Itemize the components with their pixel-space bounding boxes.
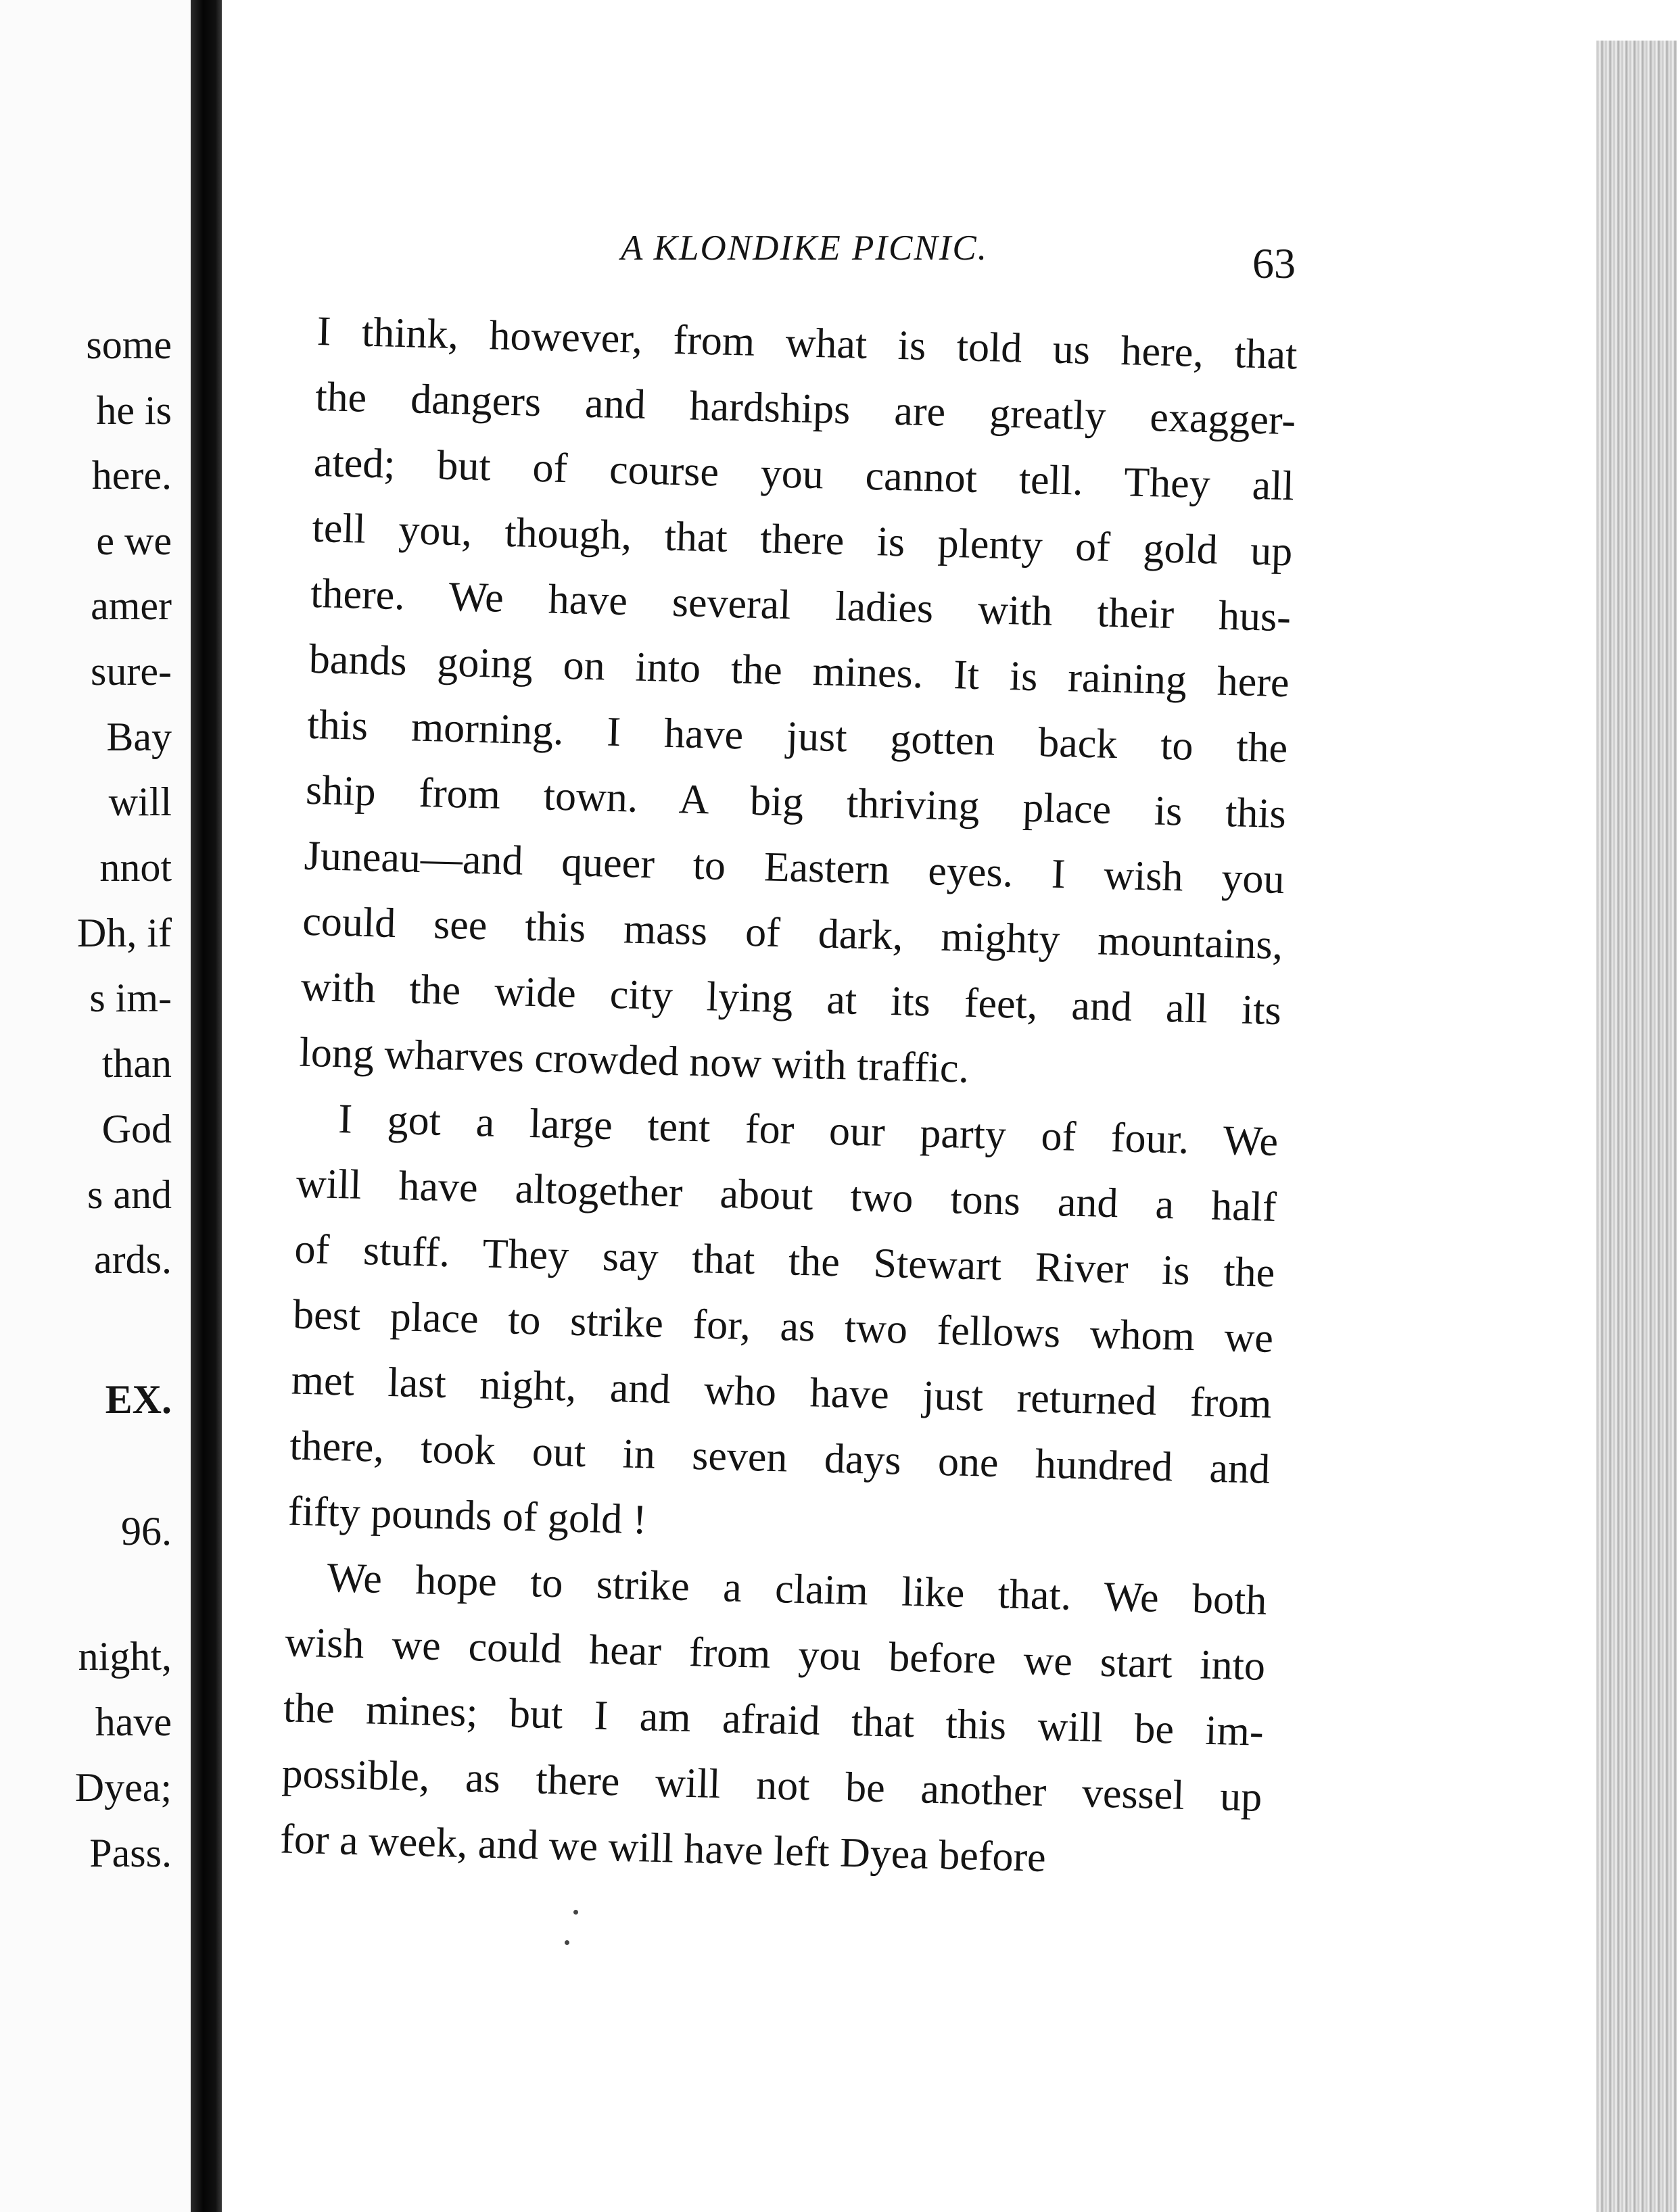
text-line: there, took out in seven days one hundred and (289, 1422, 1271, 1493)
text-line: best place to strike for, as two fellows whom we (292, 1291, 1274, 1362)
text-line: possible, as there will not be another vessel up (281, 1750, 1263, 1821)
left-page-line: than (101, 1041, 172, 1086)
left-page-line: sure- (91, 649, 172, 694)
left-page-line: Pass. (89, 1831, 172, 1875)
left-page-line: e we (96, 519, 172, 563)
text-line: bands going on into the mines. It is raining here (308, 635, 1290, 706)
text-line: could see this mass of dark, mighty mountains, (302, 898, 1283, 969)
left-page-line: God (101, 1107, 172, 1151)
left-page-line: night, (78, 1634, 172, 1679)
left-page-line: EX. (105, 1377, 172, 1422)
text-line: this morning. I have just gotten back to the (306, 701, 1289, 772)
left-page-line: nnot (99, 845, 172, 890)
text-line: for a week, and we will have left Dyea before (279, 1816, 1047, 1881)
text-line: met last night, and who have just returned from (291, 1357, 1273, 1427)
left-page-line: Dh, if (77, 911, 172, 955)
text-line: I think, however, from what is told us here, that (316, 308, 1298, 379)
text-line: Juneau—and queer to Eastern eyes. I wish you (304, 832, 1285, 903)
left-page-fragment (0, 0, 191, 2212)
speck (565, 1940, 569, 1945)
left-page-line: amer (91, 583, 172, 628)
book-gutter (191, 0, 222, 2212)
text-line: tell you, though, that there is plenty of gold up (311, 504, 1294, 575)
left-page-line: ards. (94, 1237, 172, 1282)
text-line: wish we could hear from you before we start into (284, 1619, 1266, 1689)
text-line: the mines; but I am afraid that this will be im- (283, 1685, 1265, 1755)
left-page-line: some (86, 322, 172, 367)
left-page-line: s and (87, 1172, 172, 1217)
text-line: will have altogether about two tons and a half (296, 1160, 1277, 1231)
left-page-line: here. (91, 453, 172, 498)
text-line: ated; but of course you cannot tell. They all (313, 439, 1295, 510)
text-line: We hope to strike a claim like that. We both (326, 1554, 1268, 1624)
left-page-line: Dyea; (74, 1765, 172, 1810)
text-line: of stuff. They say that the Stewart River is the (293, 1226, 1276, 1296)
page-edge (1596, 41, 1677, 2212)
text-line: long wharves crowded now with traffic. (298, 1029, 970, 1092)
text-line: there. We have several ladies with their hus- (310, 570, 1292, 641)
left-page-line: have (95, 1700, 172, 1744)
left-page-line: Bay (106, 715, 172, 759)
left-page-line: 96. (121, 1509, 172, 1554)
text-line: with the wide city lying at its feet, and all its (300, 963, 1282, 1034)
left-page-line: will (108, 779, 172, 824)
left-page-line: s im- (89, 976, 172, 1020)
speck (573, 1910, 578, 1915)
body-text (279, 299, 1298, 1896)
running-head: A KLONDIKE PICNIC. (621, 229, 988, 268)
text-line: fifty pounds of gold ! (287, 1488, 648, 1543)
text-line: ship from town. A big thriving place is this (305, 767, 1287, 838)
left-page-line: he is (96, 388, 172, 433)
text-line: the dangers and hardships are greatly exagger- (314, 373, 1296, 444)
page-number: 63 (1252, 239, 1296, 287)
text-line: I got a large tent for our party of four. We (337, 1096, 1279, 1165)
